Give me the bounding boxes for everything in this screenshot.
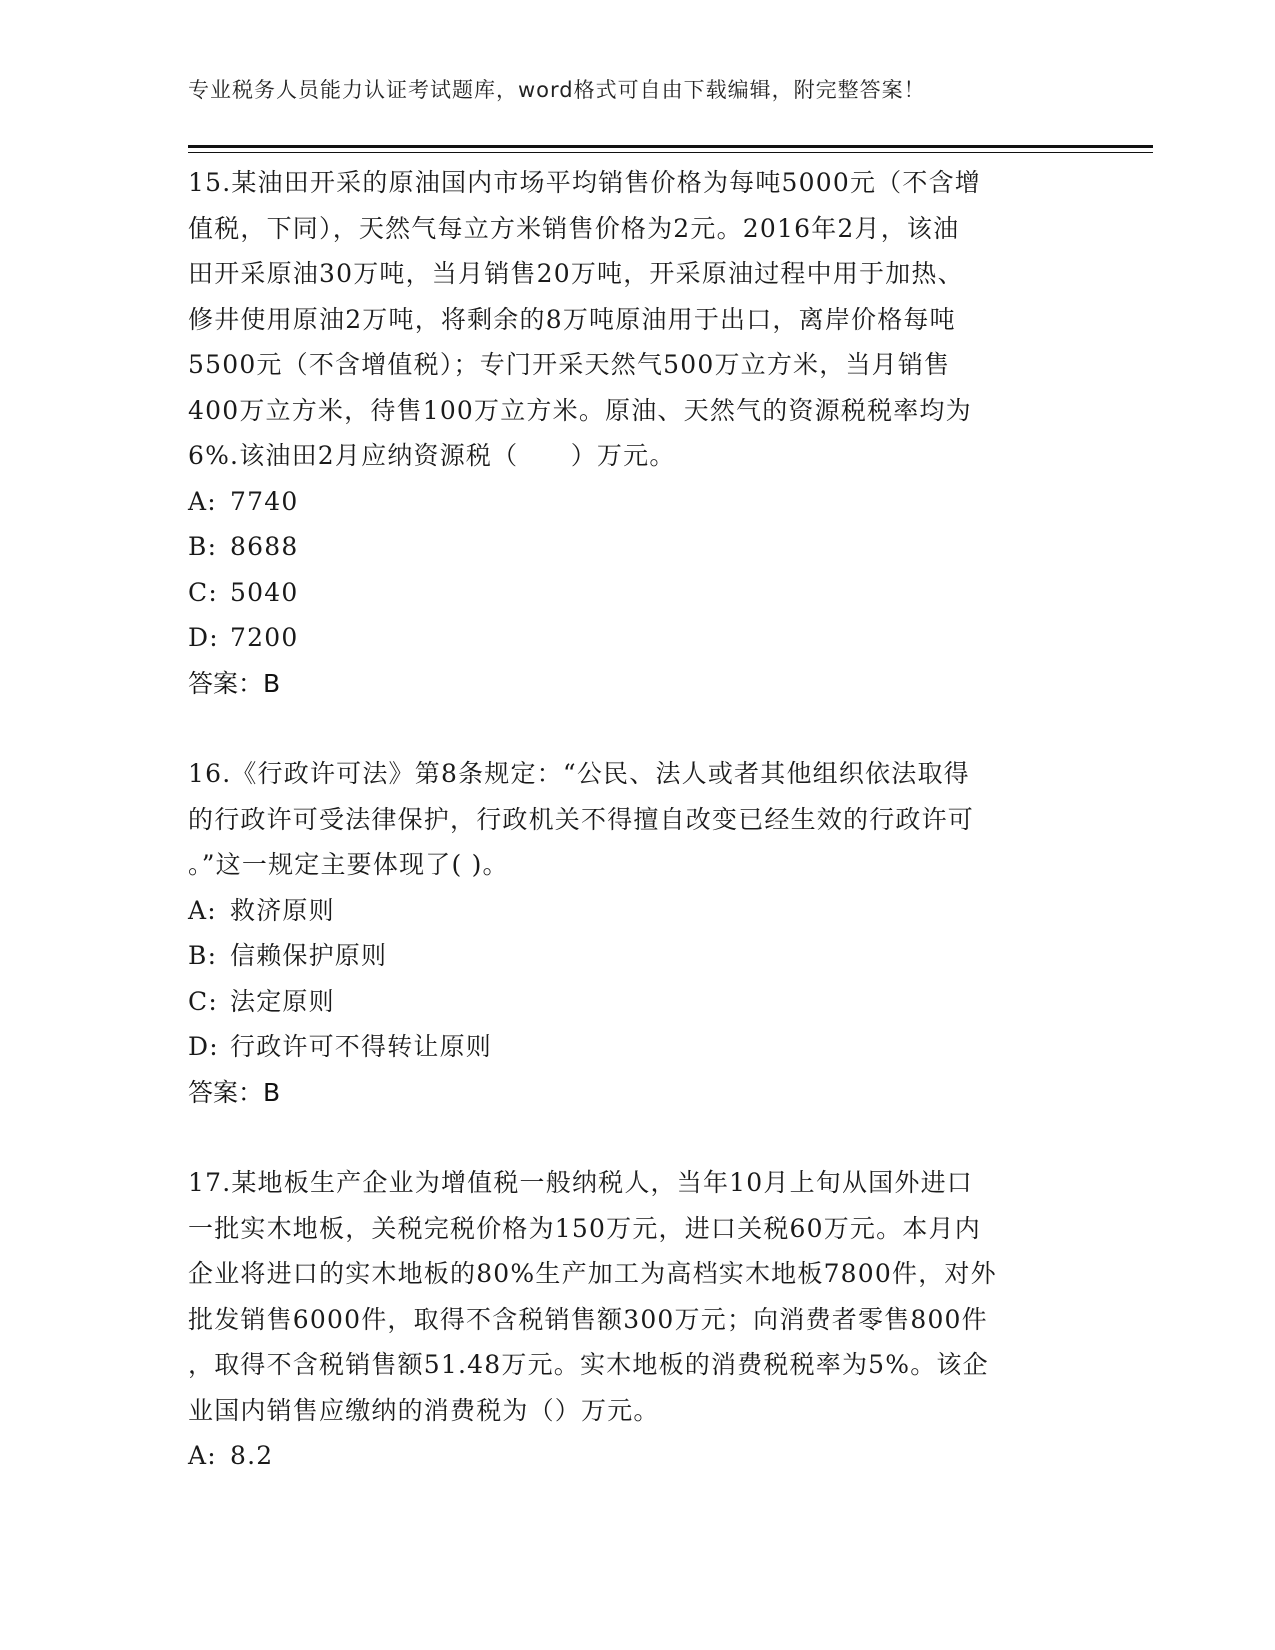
answer-line: 答案：B — [188, 1077, 281, 1107]
question-spacer — [188, 706, 1088, 751]
question-text-line: 业国内销售应缴纳的消费税为（）万元。 — [188, 1395, 660, 1425]
question-15 — [188, 160, 1088, 706]
option-letter: C: — [188, 986, 218, 1016]
question-text-line: 的行政许可受法律保护，行政机关不得擅自改变已经生效的行政许可 — [188, 804, 975, 834]
question-text-line: 田开采原油30万吨，当月销售20万吨，开采原油过程中用于加热、 — [188, 259, 964, 288]
option-b — [188, 524, 1088, 570]
question-text-line: 15.某油田开采的原油国内市场平均销售价格为每吨5000元（不含增 — [188, 168, 981, 197]
option-d — [188, 1024, 1088, 1070]
option-a — [188, 888, 1088, 934]
option-d — [188, 615, 1088, 661]
option-letter: A: — [188, 895, 217, 925]
question-16 — [188, 751, 1088, 1115]
question-text-line: ，取得不含税销售额51.48万元。实木地板的消费税税率为5%。该企 — [188, 1350, 989, 1379]
header-rule-thin — [188, 152, 1153, 153]
option-a — [188, 1433, 1088, 1479]
option-letter: C: — [188, 577, 218, 607]
option-c — [188, 570, 1088, 616]
option-letter: A: — [188, 486, 217, 516]
question-text-line: 批发销售6000件，取得不含税销售额300万元；向消费者零售800件 — [188, 1304, 988, 1334]
question-text-line: 400万立方米，待售100万立方米。原油、天然气的资源税税率均为 — [188, 395, 972, 425]
question-17 — [188, 1160, 1088, 1479]
option-text: 8688 — [230, 532, 299, 561]
option-text: 法定原则 — [230, 986, 335, 1016]
option-b — [188, 933, 1088, 979]
option-letter: B: — [188, 941, 218, 970]
question-text-line: 16.《行政许可法》第8条规定：“公民、法人或者其他组织依法取得 — [188, 759, 970, 788]
question-text-line: 6%.该油田2月应纳资源税（ ）万元。 — [188, 441, 676, 470]
option-c — [188, 979, 1088, 1025]
header-rule-thick — [188, 145, 1153, 148]
question-text-line: 企业将进口的实木地板的80%生产加工为高档实木地板7800件，对外 — [188, 1259, 997, 1288]
option-text: 信赖保护原则 — [230, 941, 388, 970]
question-text-line: 修井使用原油2万吨，将剩余的8万吨原油用于出口，离岸价格每吨 — [188, 304, 956, 334]
question-text-line: 5500元（不含增值税）；专门开采天然气500万立方米，当月销售 — [188, 350, 951, 379]
option-text: 7200 — [230, 623, 299, 652]
option-a — [188, 479, 1088, 525]
option-letter: D: — [188, 623, 219, 652]
question-spacer — [188, 1115, 1088, 1160]
option-text: 5040 — [230, 577, 299, 607]
answer-line: 答案：B — [188, 668, 281, 698]
question-text-line: 值税，下同），天然气每立方米销售价格为2元。2016年2月，该油 — [188, 213, 960, 243]
option-text: 救济原则 — [230, 895, 335, 925]
option-letter: A: — [188, 1441, 217, 1470]
question-list — [188, 160, 1088, 1479]
question-text-line: 一批实木地板，关税完税价格为150万元，进口关税60万元。本月内 — [188, 1213, 981, 1243]
option-text: 行政许可不得转让原则 — [230, 1032, 493, 1061]
question-text-line: 。”这一规定主要体现了( )。 — [188, 850, 509, 879]
question-text-line: 17.某地板生产企业为增值税一般纳税人，当年10月上旬从国外进口 — [188, 1168, 973, 1197]
page-header: 专业税务人员能力认证考试题库，word格式可自由下载编辑，附完整答案！ — [188, 78, 926, 102]
option-letter: B: — [188, 532, 218, 561]
option-text: 8.2 — [230, 1441, 274, 1470]
option-text: 7740 — [230, 486, 299, 516]
option-letter: D: — [188, 1032, 219, 1061]
